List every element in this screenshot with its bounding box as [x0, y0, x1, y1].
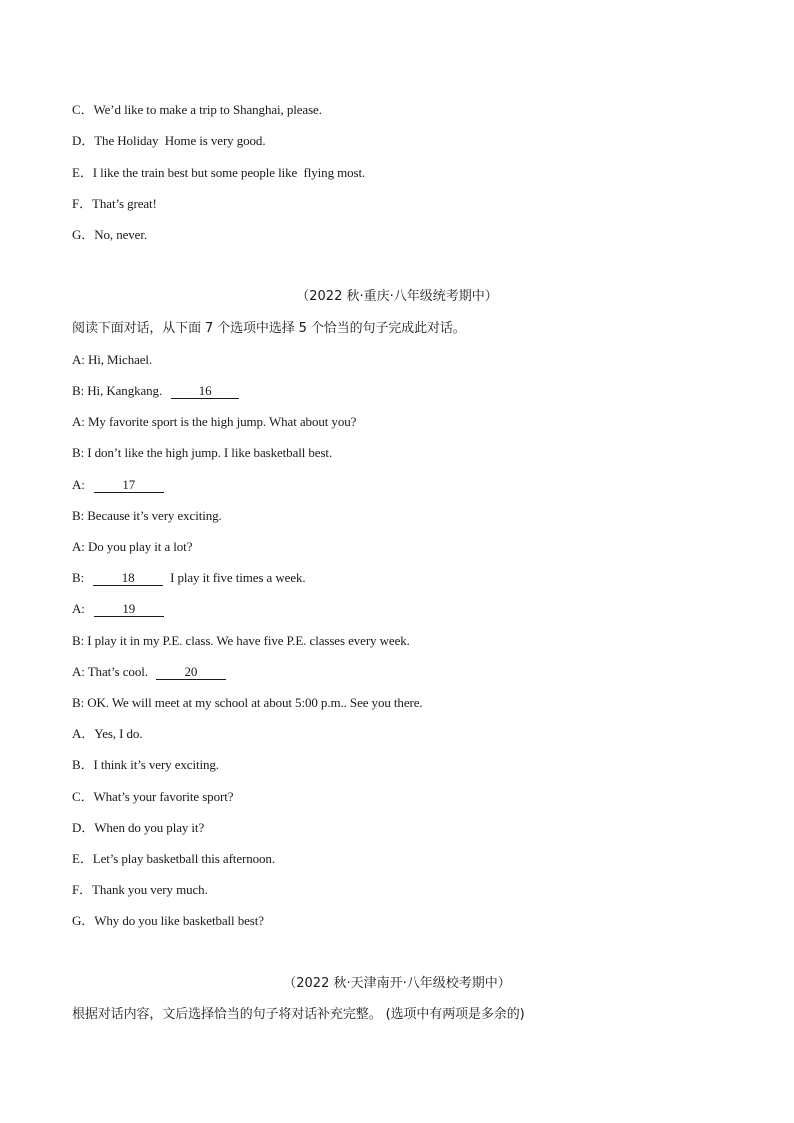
option-letter: B．	[72, 757, 94, 772]
option-letter: E．	[72, 165, 93, 180]
dialogue-line: B: I don’t like the high jump. I like basketball best.	[72, 445, 333, 460]
option-a	[72, 726, 142, 742]
option-text: What’s your favorite sport?	[93, 789, 234, 804]
option-letter: F．	[72, 882, 93, 897]
option-text: I like the train best but some people like flying most.	[92, 165, 366, 180]
dialogue-line: B: OK. We will meet at my school at about 5:00 p.m.. See you there.	[72, 695, 423, 710]
option-text: Why do you like basketball best?	[94, 913, 264, 928]
option-d	[72, 820, 204, 836]
option-letter: G．	[72, 913, 95, 928]
answer-blank-19[interactable]: 19	[94, 602, 164, 617]
dialogue-line: A: Hi, Michael.	[72, 352, 153, 367]
dialogue-line: B: I play it in my P.E. class. We have five P.E. classes every week.	[72, 633, 410, 648]
section3-source: （2022 秋·天津南开·八年级校考期中）	[283, 976, 511, 991]
option-letter: E．	[72, 851, 93, 866]
dialogue-line: B: Because it’s very exciting.	[72, 508, 222, 523]
dialogue-line: A: 19	[72, 601, 164, 617]
dialogue-line: B: 18 I play it five times a week.	[72, 570, 306, 585]
option-b	[72, 757, 219, 773]
dialogue-line: A: That’s cool. 20	[72, 664, 226, 680]
option-letter: A．	[72, 726, 95, 741]
dialogue-line: A: 17	[72, 477, 164, 493]
dialogue-line: A: Do you play it a lot?	[72, 539, 193, 554]
option-text: I think it’s very exciting.	[93, 757, 219, 772]
answer-blank-17[interactable]: 17	[94, 478, 164, 493]
option-f	[72, 882, 208, 898]
section2-source: （2022 秋·重庆·八年级统考期中）	[296, 289, 498, 304]
option-e	[72, 165, 365, 181]
option-c	[72, 789, 233, 805]
option-letter: F．	[72, 196, 93, 211]
option-text: Yes, I do.	[94, 726, 143, 741]
section2-instruction: 阅读下面对话，从下面 7 个选项中选择 5 个恰当的句子完成此对话。	[72, 321, 466, 336]
option-text: Let’s play basketball this afternoon.	[92, 851, 275, 866]
option-g	[72, 913, 264, 929]
option-e	[72, 851, 275, 867]
option-text: No, never.	[94, 227, 147, 242]
dialogue-line: A: My favorite sport is the high jump. What about you?	[72, 414, 357, 429]
option-c	[72, 102, 322, 118]
section3-instruction: 根据对话内容，文后选择恰当的句子将对话补充完整。 (选项中有两项是多余的)	[72, 1007, 525, 1022]
option-f	[72, 196, 157, 212]
dialogue-line: B: Hi, Kangkang. 16	[72, 383, 239, 399]
option-letter: D．	[72, 133, 95, 148]
option-text: The Holiday Home is very good.	[94, 133, 266, 148]
option-g	[72, 227, 147, 243]
option-letter: C．	[72, 102, 94, 117]
answer-blank-18[interactable]: 18	[93, 571, 163, 586]
option-letter: G．	[72, 227, 95, 242]
option-text: Thank you very much.	[92, 882, 208, 897]
answer-blank-16[interactable]: 16	[171, 384, 239, 399]
option-text: When do you play it?	[94, 820, 205, 835]
answer-blank-20[interactable]: 20	[156, 665, 226, 680]
option-text: We’d like to make a trip to Shanghai, please.	[93, 102, 322, 117]
option-d	[72, 133, 266, 149]
option-text: That’s great!	[92, 196, 157, 211]
option-letter: C．	[72, 789, 94, 804]
option-letter: D．	[72, 820, 95, 835]
